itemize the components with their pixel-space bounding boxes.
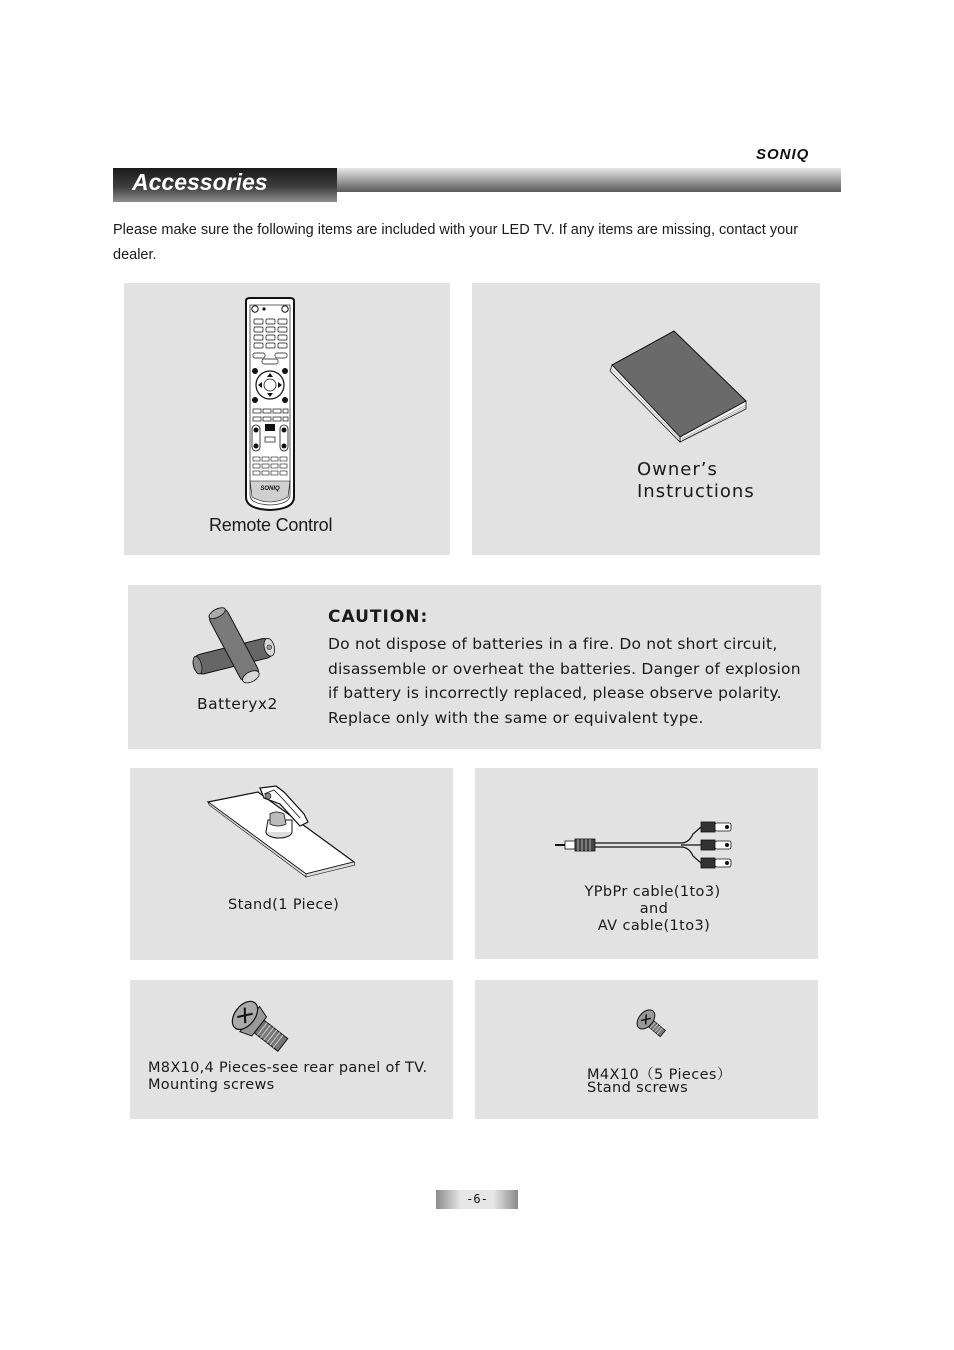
stand-screw-icon — [633, 1006, 671, 1040]
cable-panel — [475, 768, 818, 959]
page-number: -6- — [466, 1192, 488, 1206]
m8-screw-panel — [130, 980, 453, 1119]
brand-logo: SONIQ — [756, 146, 810, 163]
manual-label-line1: Owner’s — [637, 459, 718, 480]
manual-label-line2: Instructions — [637, 481, 755, 502]
cable-label-line2: and — [639, 901, 669, 917]
stand-label: Stand(1 Piece) — [228, 897, 340, 913]
remote-label: Remote Control — [209, 515, 333, 535]
battery-panel — [128, 585, 821, 749]
cable-label-line3: AV cable(1to3) — [597, 918, 711, 934]
intro-text: Please make sure the following items are included with your LED TV. If any items are missing, contact your dealer. — [113, 222, 799, 263]
m4-label-line1: M4X10（5 Pieces） — [587, 1067, 732, 1083]
stand-panel — [130, 768, 453, 960]
remote-control-icon — [240, 297, 300, 513]
av-cable-icon — [553, 818, 735, 872]
caution-title: CAUTION: — [328, 607, 429, 627]
remote-panel — [124, 283, 450, 555]
caution-line: if battery is incorrectly replaced, please observe polarity. — [328, 684, 782, 703]
m4-screw-panel — [475, 980, 818, 1119]
caution-line: Replace only with the same or equivalent type. — [328, 709, 704, 728]
manual-panel — [472, 283, 820, 555]
battery-icon — [186, 605, 282, 687]
manual-book-icon — [606, 327, 752, 443]
m4-label-line2: Stand screws — [587, 1080, 689, 1096]
caution-line: disassemble or overheat the batteries. Danger of explosion — [328, 659, 801, 678]
caution-text — [328, 632, 818, 731]
cable-label-line1: YPbPr cable(1to3) — [584, 884, 721, 900]
mounting-screw-icon — [226, 994, 296, 1054]
m8-label-line2: Mounting screws — [148, 1077, 275, 1093]
m8-label-line1: M8X10,4 Pieces-see rear panel of TV. — [148, 1060, 428, 1076]
battery-label: Batteryx2 — [197, 695, 278, 713]
caution-line: Do not dispose of batteries in a fire. Do not short circuit, — [328, 635, 778, 653]
page-title: Accessories — [132, 169, 268, 195]
remote-logo-text: SONIQ — [260, 486, 280, 492]
stand-icon — [206, 784, 356, 878]
